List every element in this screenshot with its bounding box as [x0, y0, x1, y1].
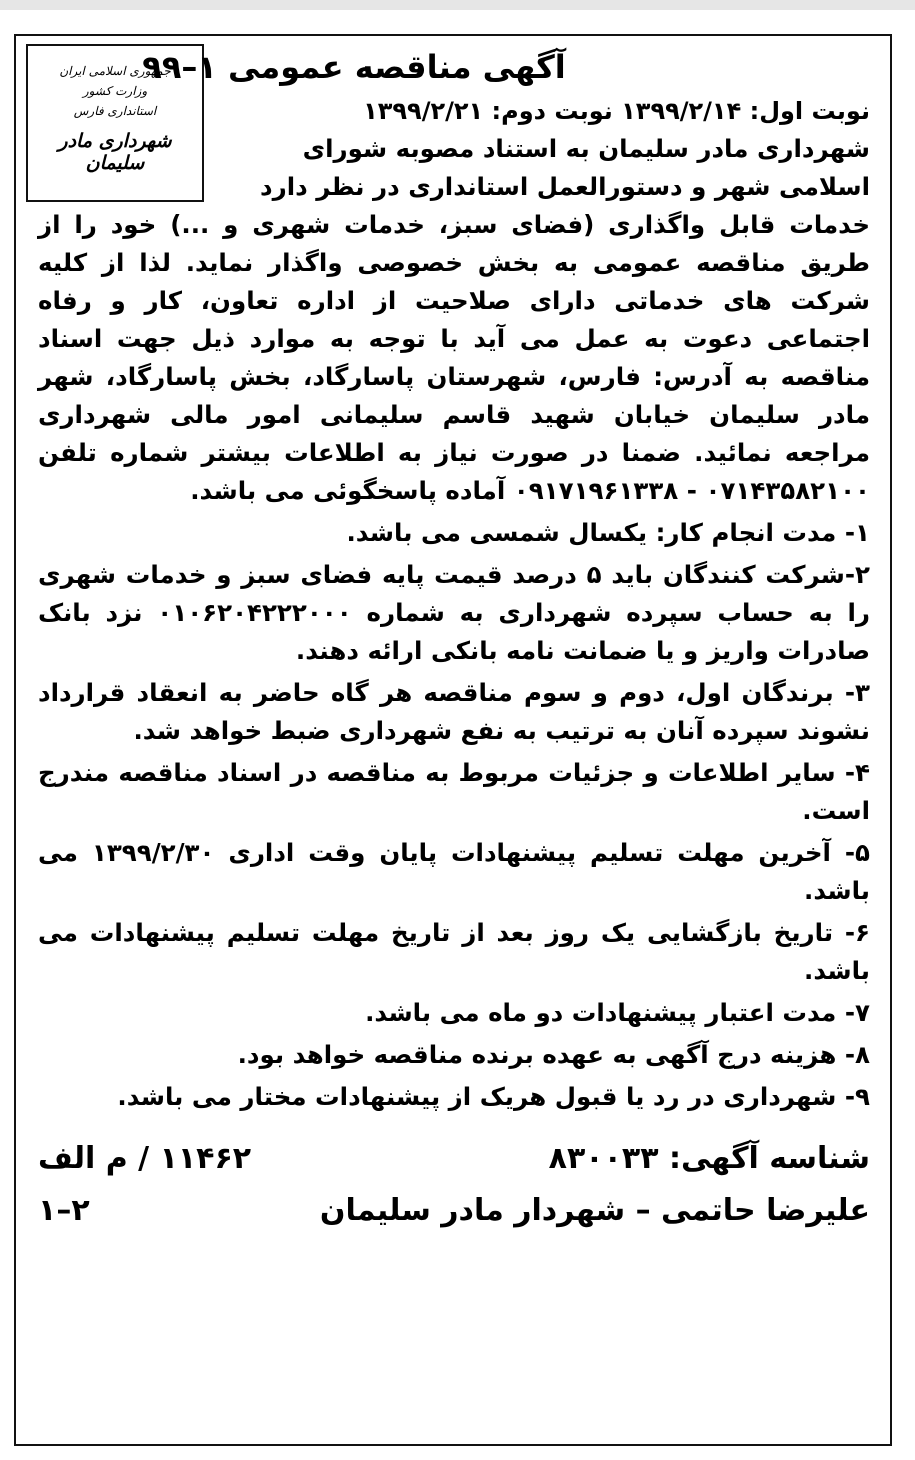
intro-line-2: اسلامی شهر و دستورالعمل استانداری در نظر دارد	[260, 172, 870, 201]
notice-content	[38, 38, 870, 1236]
ad-code: ۱۱۴۶۲ / م الف	[38, 1140, 252, 1176]
stamp-line-3: استانداری فارس	[73, 104, 157, 118]
stamp-line-4: شهرداری مادر سلیمان	[58, 130, 172, 174]
signature-row	[38, 1184, 870, 1236]
notice-item-1: ۱- مدت انجام کار: یکسال شمسی می باشد.	[346, 518, 870, 547]
sequence-number: ۲–۱	[38, 1192, 90, 1228]
notice-item-5: ۵- آخرین مهلت تسلیم پیشنهادات پایان وقت اداری ۱۳۹۹/۲/۳۰ می باشد.	[38, 838, 870, 905]
stamp-line-1: جمهوری اسلامی ایران	[59, 64, 171, 78]
notice-item-4: ۴- سایر اطلاعات و جزئیات مربوط به مناقصه در اسناد مناقصه مندرج است.	[38, 758, 870, 825]
signature: علیرضا حاتمی – شهردار مادر سلیمان	[319, 1192, 870, 1228]
notice-item-7: ۷- مدت اعتبار پیشنهادات دو ماه می باشد.	[365, 998, 870, 1027]
notice-item-9: ۹- شهرداری در رد یا قبول هریک از پیشنهادات مختار می باشد.	[117, 1082, 870, 1111]
notice-item-3: ۳- برندگان اول، دوم و سوم مناقصه هر گاه حاضر به انعقاد قرارداد نشوند سپرده آنان به ترتیب به نفع شهرداری ضبط خواهد شد.	[38, 678, 870, 745]
ad-id: شناسه آگهی: ۸۳۰۰۳۳	[548, 1140, 870, 1176]
notice-item-2: ۲-شرکت کنندگان باید ۵ درصد قیمت پایه فضای سبز و خدمات شهری را به حساب سپرده شهرداری به شماره ۰۱۰۶۲۰۴۲۲۲۰۰۰ نزد بانک صادرات واریز و یا ضمانت نامه بانکی ارائه دهند.	[38, 560, 870, 665]
stamp-line-2: وزارت کشور	[82, 84, 148, 98]
notice-intro	[38, 130, 870, 510]
intro-line-1: شهرداری مادر سلیمان به استناد مصوبه شورای	[302, 134, 870, 163]
notice-item-6: ۶- تاریخ بازگشایی یک روز بعد از تاریخ مهلت تسلیم پیشنهادات می باشد.	[38, 918, 870, 985]
top-band	[0, 0, 915, 10]
intro-body: خدمات قابل واگذاری (فضای سبز، خدمات شهری و ...) خود را از طریق مناقصه عمومی به بخش خصوصی واگذار نماید. لذا از کلیه شرکت های خدماتی دارای صلاحیت از اداره تعاون، کار و رفاه اجتماعی دعوت به عمل می آید با توجه به موارد ذیل جهت اسناد مناقصه به آدرس: فارس، شهرستان پاسارگاد، بخش پاسارگاد، شهر مادر سلیمان خیابان شهید قاسم سلیمانی امور مالی شهرداری مراجعه نمائید. ضمنا در صورت نیاز به اطلاعات بیشتر شماره تلفن ۰۷۱۴۳۵۸۲۱۰۰ - ۰۹۱۷۱۹۶۱۳۳۸ آماده پاسخگوئی می باشد.	[38, 210, 870, 505]
notice-title: آگهی مناقصه عمومی ۱–۹۹	[142, 48, 566, 86]
publication-dates: نوبت اول: ۱۳۹۹/۲/۱۴ نوبت دوم: ۱۳۹۹/۲/۲۱	[363, 97, 870, 125]
notice-item-8: ۸- هزینه درج آگهی به عهده برنده مناقصه خواهد بود.	[237, 1040, 870, 1069]
ad-id-row	[38, 1132, 870, 1184]
